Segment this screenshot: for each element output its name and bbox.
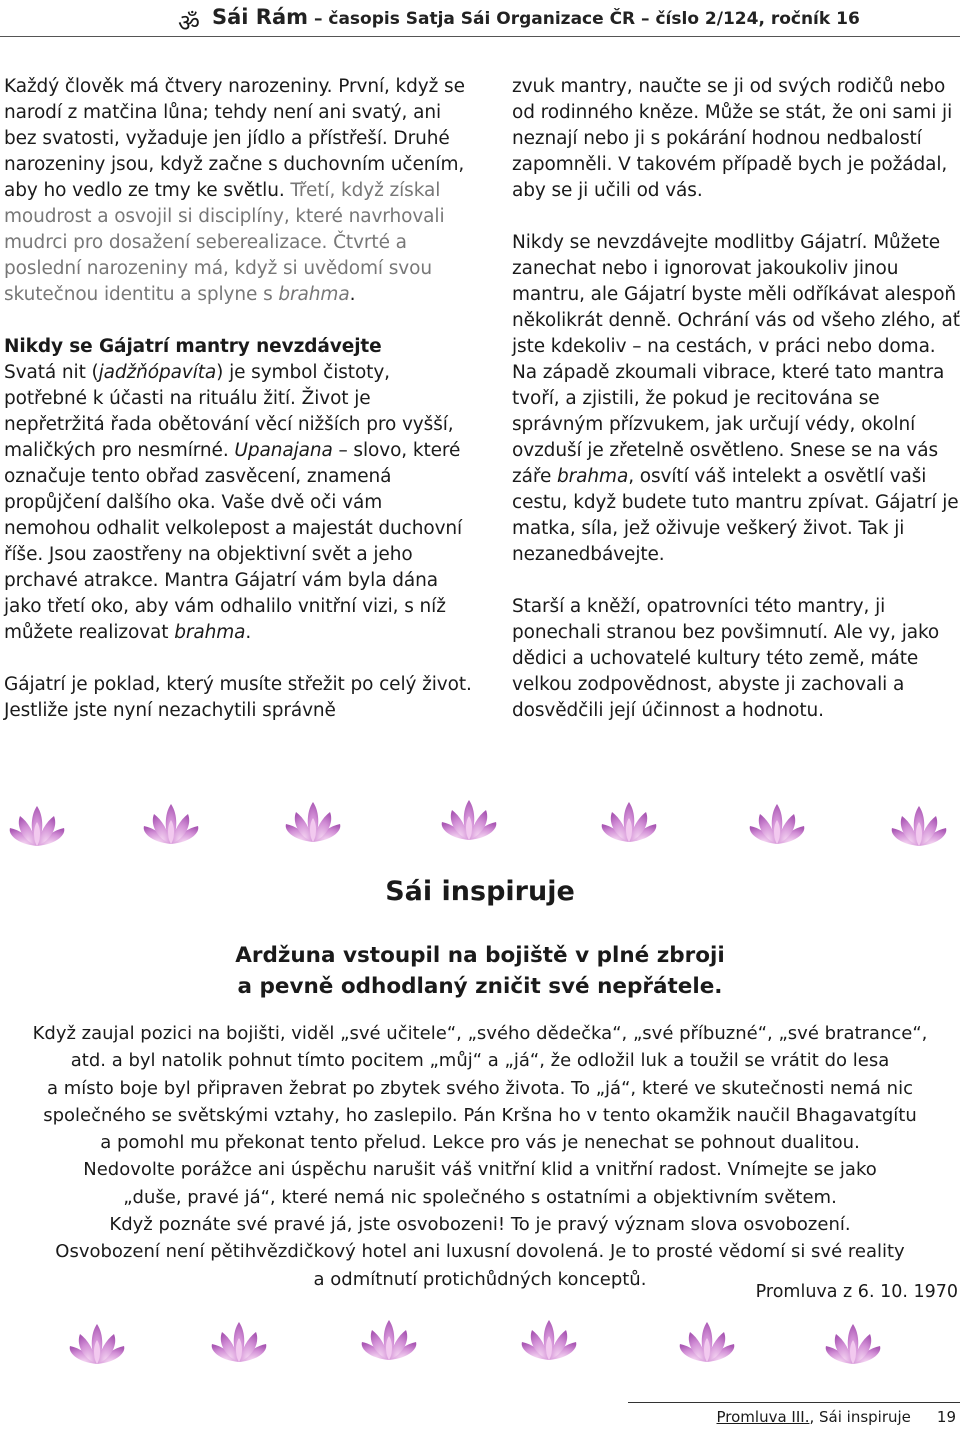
body-line: a pomohl mu překonat tento přelud. Lekce pro vás je nenechat se pohnout dualitou.: [100, 1132, 860, 1154]
lotus-icon: [208, 1320, 270, 1364]
lotus-icon: [438, 798, 500, 842]
left-paragraph-3: Gájatrí je poklad, který musíte střežit po celý život. Jestliže jste nyní nezachytili správně: [4, 674, 472, 721]
page-header: [0, 0, 960, 40]
magazine-name: Sái Rám: [212, 5, 309, 29]
lotus-icon: [822, 1322, 884, 1366]
body-line: a místo boje byl připraven žebrat po zbytek svého života. To „já“, které ve skutečnosti nemá nic: [47, 1077, 913, 1099]
page-footer: [717, 1408, 957, 1426]
lotus-icon: [6, 804, 68, 848]
section-subtitle-line: Ardžuna vstoupil na bojiště v plné zbroji: [235, 943, 725, 968]
right-column: [512, 74, 960, 724]
section-body: [0, 1020, 960, 1293]
left-column: [4, 74, 474, 724]
lotus-icon: [746, 802, 808, 846]
right-paragraph-1: zvuk mantry, naučte se ji od svých rodičů nebo od rodinného kněze. Může se stát, že oni sami ji neznají nebo ji s pokárání hodnou nedbalostí zapomněli. V takovém případě bych je požádal, aby se ji učili od vás.: [512, 76, 953, 201]
body-line: a odmítnutí protichůdných konceptů.: [313, 1268, 647, 1290]
om-symbol-icon: ॐ: [178, 9, 200, 37]
lotus-icon: [888, 804, 950, 848]
section-subtitle: [0, 940, 960, 1002]
left-paragraph-1: Každý člověk má čtvery narozeniny. První, když se narodí z matčina lůna; tehdy není ani svatý, ani bez svatosti, vyžaduje jen jídlo a přístřeší. Druhé narozeniny jsou, když začne s duchovním učením, aby ho vedlo ze tmy ke světlu. Třetí, když získal moudrost a osvojil si disciplíny, které navrhovali mudrci pro dosažení seberealizace. Čtvrté a poslední narozeniny má, když si uvědomí svou skutečnou identitu a splyne s brahma.: [4, 76, 465, 305]
left-paragraph-2: Svatá nit (jadžňópavíta) je symbol čistoty, potřebné k účasti na rituálu žití. Život je nepřetržitá řada obětování věcí nižších pro vyšší, maličkých pro nesmírné. Upanajana – slovo, které označuje tento obřad zasvěcení, znamená propůjčení dalšího oka. Vaše dvě oči vám nemohou odhalit velkolepost a majestát duchovní říše. Jsou zaostřeny na objektivní svět a jeho prchavé atrakce. Mantra Gájatrí vám byla dána jako třetí oko, aby vám odhalilo vnitřní vizi, s níž můžete realizovat brahma.: [4, 362, 463, 643]
lotus-icon: [282, 800, 344, 844]
page-number: 19: [936, 1408, 956, 1426]
header-divider: [0, 36, 960, 37]
magazine-issue-info: – časopis Satja Sái Organizace ČR – číslo 2/124, ročník 16: [308, 9, 860, 29]
body-line: Nedovolte porážce ani úspěchu narušit váš vnitřní klid a vnitřní radost. Vnímejte se jako: [83, 1159, 877, 1181]
body-line: Když zaujal pozici na bojišti, viděl „své učitele“, „svého dědečka“, „své příbuzné“, „své bratrance“,: [32, 1023, 928, 1044]
body-line: Osvobození není pětihvězdičkový hotel ani luxusní dovolená. Je to prosté vědomí si své reality: [55, 1241, 905, 1263]
body-line: „duše, pravé já“, které nemá nic společného s ostatními a objektivním světem.: [123, 1186, 837, 1208]
footer-divider: [628, 1402, 960, 1403]
section-subtitle-line: a pevně odhodlaný zničit své nepřátele.: [237, 974, 723, 999]
lotus-icon: [598, 800, 660, 844]
body-line: atd. a byl natolik pohnut tímto pocitem „můj“ a „já“, že odložil luk a toužil se vrátit do lesa: [70, 1050, 890, 1072]
magazine-title: [212, 5, 860, 29]
footer-label: Promluva III., Sái inspiruje: [716, 1408, 911, 1426]
section-title: Sái inspiruje: [385, 876, 575, 907]
left-subheading: Nikdy se Gájatrí mantry nevzdávejte: [4, 336, 382, 357]
lotus-icon: [140, 802, 202, 846]
lotus-icon: [66, 1322, 128, 1366]
lotus-icon: [518, 1318, 580, 1362]
right-paragraph-3: Starší a kněží, opatrovníci této mantry, ji ponechali stranou bez povšimnutí. Ale vy, jako dědici a uchovatelé kultury této země, máte velkou zodpovědnost, abyste ji zachovali a dosvědčili její účinnost a hodnotu.: [512, 596, 940, 721]
body-line: společného se světskými vztahy, ho zaslepilo. Pán Kršna ho v tento okamžik naučil Bhagavatgítu: [43, 1104, 917, 1126]
lotus-icon: [358, 1318, 420, 1362]
body-line: Když poznáte své pravé já, jste osvobozeni! To je pravý význam slova osvobození.: [109, 1214, 851, 1236]
talk-date-signature: Promluva z 6. 10. 1970: [755, 1282, 958, 1302]
right-paragraph-2: Nikdy se nevzdávejte modlitby Gájatrí. Můžete zanechat nebo i ignorovat jakoukoliv jinou mantru, ale Gájatrí byste měli odříkávat alespoň několikrát denně. Ochrání vás od všeho zlého, ať jste kdekoliv – na cestách, v práci nebo doma. Na západě zkoumali vibrace, které tato mantra tvoří, a zjistili, že pokud je recitována se správným přízvukem, jak určují védy, okolní ovzduší je zřetelně osvětleno. Snese se na vás záře brahma, osvítí váš intelekt a osvětlí vaši cestu, když budete tuto mantru zpívat. Gájatrí je matka, síla, jež oživuje veškerý život. Tak ji nezanedbávejte.: [512, 232, 960, 565]
lotus-icon: [676, 1320, 738, 1364]
